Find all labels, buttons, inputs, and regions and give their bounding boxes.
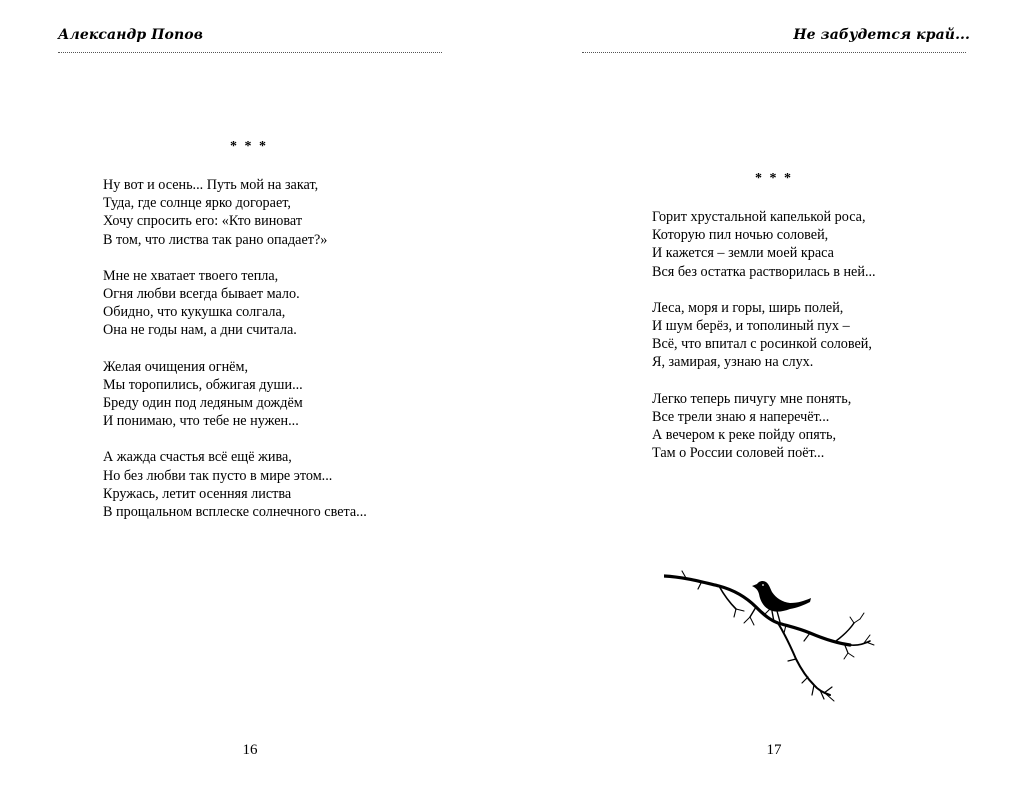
stanza — [103, 448, 367, 521]
poem-separator-stars: * * * — [755, 171, 793, 186]
poem-line: И понимаю, что тебе не нужен... — [103, 413, 299, 430]
poem-line: Все трели знаю я наперечёт... — [652, 408, 830, 425]
poem-line: Обидно, что кукушка солгала, — [103, 304, 286, 321]
poem-line: Мне не хватает твоего тепла, — [103, 267, 279, 284]
stanza — [652, 390, 876, 463]
poem-line: Мы торопились, обжигая души... — [103, 376, 303, 393]
poem-line: Леса, моря и горы, ширь полей, — [652, 299, 844, 316]
stanza — [103, 358, 367, 431]
poem-text — [103, 176, 367, 539]
stanza — [103, 176, 367, 249]
poem-line: Горит хрустальной капелькой роса, — [652, 209, 866, 225]
poem-line: А жажда счастья всё ещё жива, — [103, 449, 292, 466]
right-page — [512, 0, 1024, 787]
poem-line: И шум берёз, и тополиный пух – — [652, 318, 850, 335]
running-head-author: Александр Попов — [58, 27, 204, 43]
poem-line: Желая очищения огнём, — [103, 358, 248, 375]
poem-line: А вечером к реке пойду опять, — [652, 427, 837, 444]
header-dotted-rule — [58, 52, 442, 53]
poem-line: Ну вот и осень... Путь мой на закат, — [103, 177, 319, 193]
poem-line: Огня любви всегда бывает мало. — [103, 286, 300, 303]
running-head-title: Не забудется край... — [793, 27, 970, 43]
poem-line: И кажется – земли моей краса — [652, 245, 834, 262]
poem-line: Кружась, летит осенняя листва — [103, 485, 292, 502]
poem-line: Хочу спросить его: «Кто виноват — [103, 213, 303, 230]
poem-line: Всё, что впитал с росинкой соловей, — [652, 336, 872, 353]
poem-line: Но без любви так пусто в мире этом... — [103, 467, 333, 484]
poem-line: Которую пил ночью соловей, — [652, 227, 829, 244]
bird-on-branch-illustration — [664, 565, 879, 705]
page-number: 16 — [242, 742, 258, 758]
page-number: 17 — [766, 742, 782, 758]
stanza — [103, 267, 367, 340]
poem-line: Там о России соловей поёт... — [652, 445, 825, 462]
poem-text — [652, 208, 876, 480]
poem-line: В том, что листва так рано опадает?» — [103, 231, 328, 248]
poem-line: Легко теперь пичугу мне понять, — [652, 390, 852, 407]
stanza — [652, 208, 876, 281]
poem-separator-stars: * * * — [230, 139, 268, 154]
poem-line: В прощальном всплеске солнечного света... — [103, 504, 367, 521]
header-dotted-rule — [582, 52, 966, 53]
poem-line: Бреду один под ледяным дождём — [103, 395, 303, 412]
poem-line: Туда, где солнце ярко догорает, — [103, 195, 291, 212]
poem-line: Она не годы нам, а дни считала. — [103, 322, 297, 339]
poem-line: Я, замирая, узнаю на слух. — [652, 354, 814, 371]
poem-line: Вся без остатка растворилась в ней... — [652, 263, 876, 280]
stanza — [652, 299, 876, 372]
